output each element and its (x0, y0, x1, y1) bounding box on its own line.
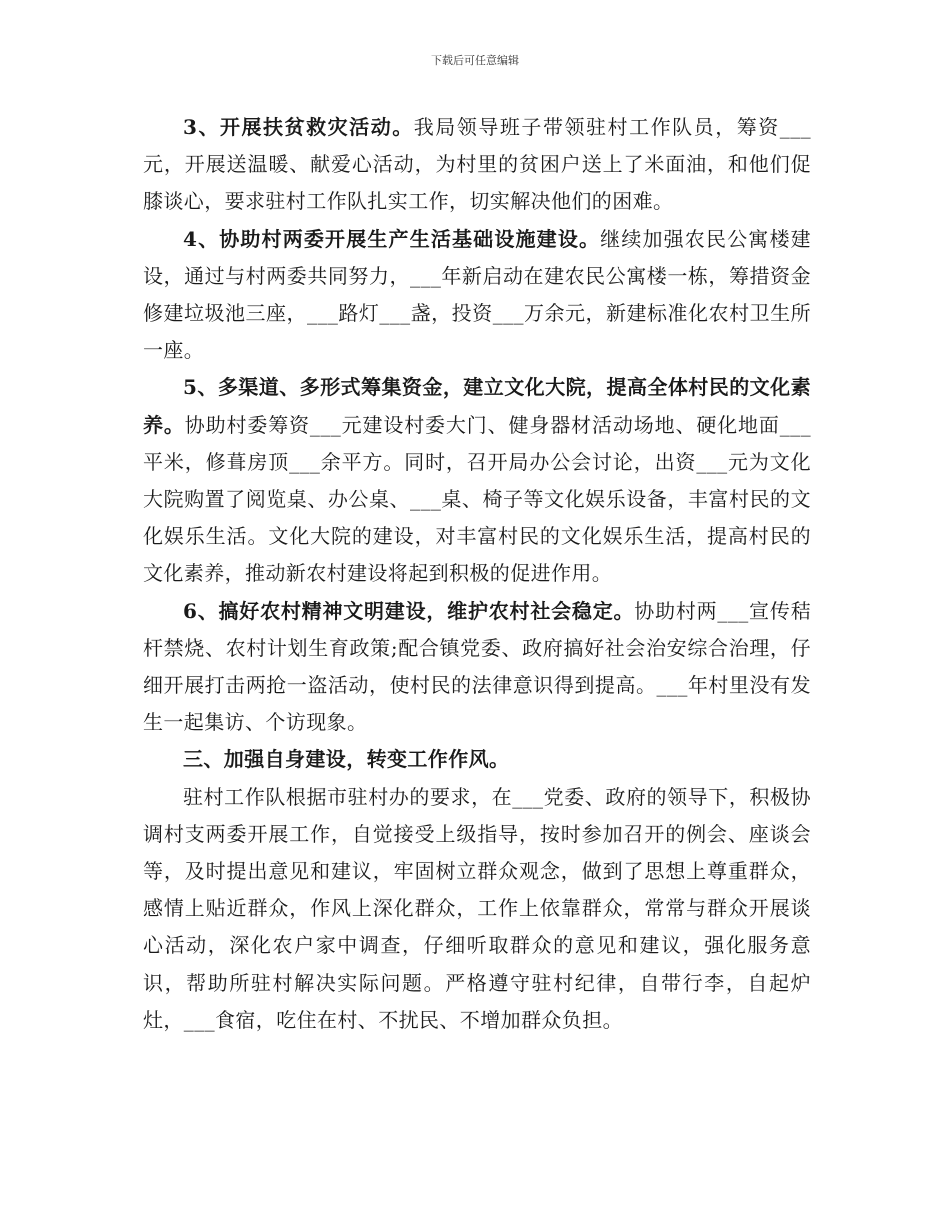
paragraph-heading: 6、搞好农村精神文明建设，维护农村社会稳定。 (183, 598, 635, 623)
document-body (143, 109, 811, 1039)
paragraph-text: 继续加强农民公寓楼建设，通过与村两委共同努力，___年新启动在建农民公寓楼一栋，筹措资金修建垃圾池三座，___路灯___盏，投资___万余元，新建标准化农村卫生所一座。 (143, 226, 812, 363)
paragraph-poverty-relief (143, 109, 811, 221)
paragraph-spiritual-civilization (143, 593, 811, 742)
paragraph-work-team (143, 779, 811, 1039)
page-header: 下载后可任意编辑 (431, 54, 519, 67)
paragraph-heading: 5、多渠道、多形式筹集资金，建立文化大院，提高全体村民的文化素养。 (143, 375, 811, 437)
paragraph-infrastructure (143, 221, 811, 370)
paragraph-heading: 4、协助村两委开展生产生活基础设施建设。 (183, 226, 601, 251)
section-heading-self-construction (143, 741, 811, 778)
paragraph-text: 协助村委筹资___元建设村委大门、健身器材活动场地、硬化地面___平米，修葺房顶___余平方。同时，召开局办公会讨论，出资___元为文化大院购置了阅览桌、办公桌、___桌、椅子等文化娱乐设备，丰富村民的文化娱乐生活。文化大院的建设，对丰富村民的文化娱乐生活，提高村民的文化素养，推动新农村建设将起到积极的促进作用。 (143, 412, 811, 586)
paragraph-text: 我局领导班子带领驻村工作队员，筹资___元，开展送温暖、献爱心活动，为村里的贫困户送上了米面油，和他们促膝谈心，要求驻村工作队扎实工作，切实解决他们的困难。 (143, 115, 811, 214)
paragraph-text: 协助村两___宣传秸杆禁烧、农村计划生育政策;配合镇党委、政府搞好社会治安综合治理，仔细开展打击两抢一盗活动，使村民的法律意识得到提高。___年村里没有发生一起集访、个访现象。 (143, 598, 812, 735)
paragraph-heading: 3、开展扶贫救灾活动。 (183, 115, 414, 139)
paragraph-culture-courtyard (143, 369, 811, 592)
section-heading: 三、加强自身建设，转变工作作风。 (183, 747, 510, 772)
paragraph-text: 驻村工作队根据市驻村办的要求，在___党委、政府的领导下，积极协调村支两委开展工作，自觉接受上级指导，按时参加召开的例会、座谈会等，及时提出意见和建议，牢固树立群众观念，做到了思想上尊重群众，感情上贴近群众，作风上深化群众，工作上依靠群众，常常与群众开展谈心活动，深化农户家中调查，仔细听取群众的意见和建议，强化服务意识，帮助所驻村解决实际问题。严格遵守驻村纪律，自带行李，自起炉灶，___食宿，吃住在村、不扰民、不增加群众负担。 (143, 784, 811, 1032)
